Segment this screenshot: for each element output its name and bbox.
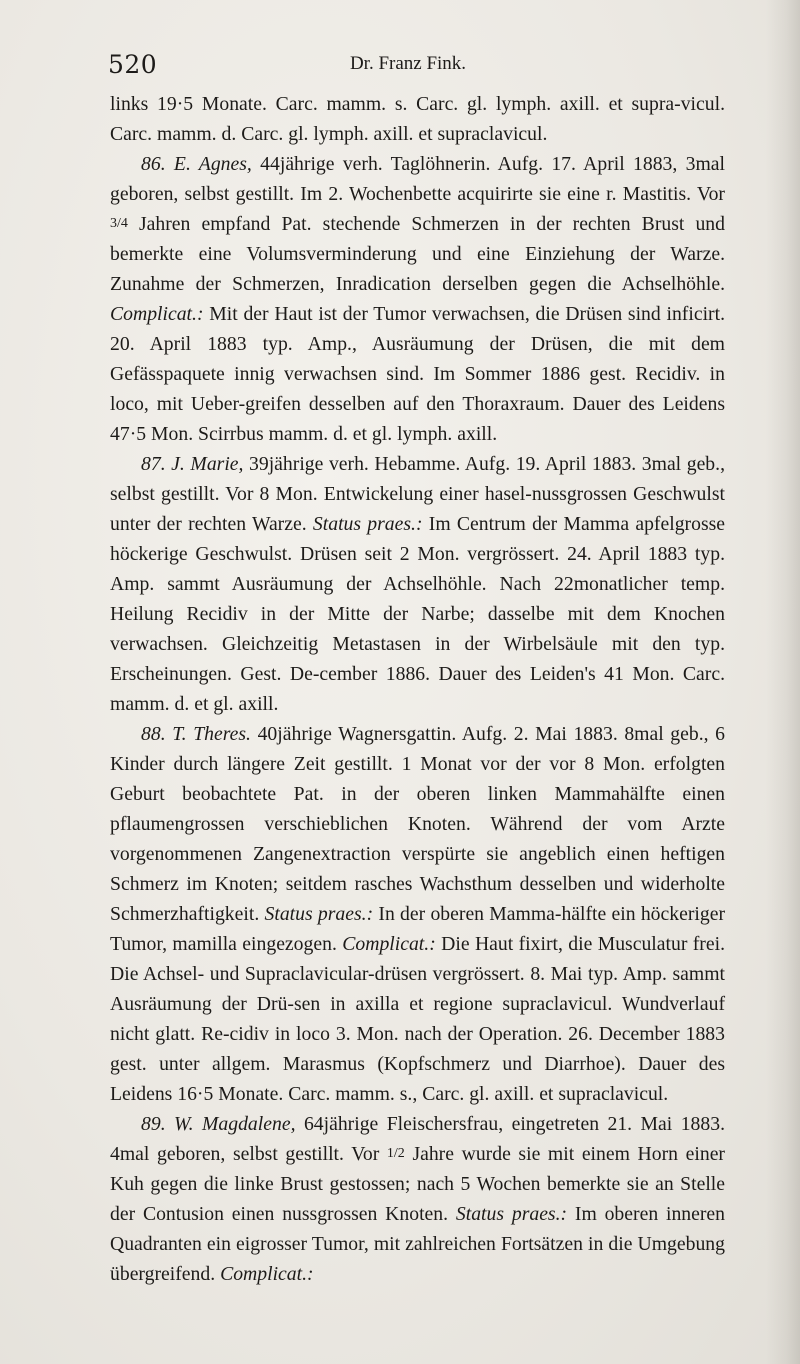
case-89-paragraph [110,1109,725,1289]
fraction: 1/2 [386,1146,405,1161]
text-run: 44jährige verh. Taglöhnerin. Aufg. 17. April 1883, 3mal geboren, selbst gestillt. Im 2. Wochenbette acquirirte sie eine r. Mastitis. Vor [110,153,725,205]
case-86-paragraph [110,149,725,449]
running-head: Dr. Franz Fink. [349,53,467,74]
text-run: Mit der Haut ist der Tumor verwachsen, die Drüsen sind inficirt. 20. April 1883 typ. Amp., Ausräumung der Drüsen, die mit dem Gefässpaquete innig verwachsen sind. Im Sommer 1886 gest. Recidiv. in loco, mit Ueber-greifen desselben auf den Thoraxraum. Dauer des Leidens 47·5 Mon. Scirrbus mamm. d. et gl. lymph. axill. [110,303,725,445]
italic-term: 87. J. Marie, [141,453,244,475]
text-run: Jahren empfand Pat. stechende Schmerzen in der rechten Brust und bemerkte eine Volumsverminderung und eine Einziehung der Warze. Zunahme der Schmerzen, Inradication derselben gegen die Achselhöhle. [110,213,725,295]
case-88-paragraph [110,719,725,1109]
italic-term: Status praes.: [312,513,423,535]
italic-term: Status praes.: [264,903,374,925]
page-edge-shadow [766,0,800,1364]
paragraph-continuation [110,89,725,149]
page-header [108,50,708,80]
text-run: 64jährige Fleischersfrau, eingetreten 21. Mai 1883. 4mal geboren, selbst gestillt. Vor [110,1113,725,1165]
text-run: In der oberen Mamma-hälfte ein höckeriger Tumor, mamilla eingezogen. [110,903,726,955]
italic-term: Complicat.: [220,1263,314,1285]
text-run: Jahre wurde sie mit einem Horn einer Kuh gegen die linke Brust gestossen; nach 5 Wochen bemerkte sie an Stelle der Contusion einen nussgrossen Knoten. [110,1143,725,1225]
text-run: 40jährige Wagnersgattin. Aufg. 2. Mai 1883. 8mal geb., 6 Kinder durch längere Zeit gestillt. 1 Monat vor der vor 8 Mon. erfolgten Geburt beobachtete Pat. in der oberen linken Mammahälfte einen pflaumengrossen verschieblichen Knoten. Während der vom Arzte vorgenommenen Zangenextraction verspürte sie angeblich einen heftigen Schmerz im Knoten; seitdem rasches Wachsthum desselben und widerholte Schmerzhaftigkeit. [110,723,725,925]
case-87-paragraph [110,449,725,719]
italic-term: 86. E. Agnes, [141,153,252,175]
italic-term: Status praes.: [455,1203,568,1225]
text-run: Die Haut fixirt, die Musculatur frei. Die Achsel- und Supraclavicular-drüsen vergrössert. 8. Mai typ. Amp. sammt Ausräumung der Drü-sen in axilla et regione supraclavicul. Wundverlauf nicht glatt. Re-cidiv in loco 3. Mon. nach der Operation. 26. December 1883 gest. unter allgem. Marasmus (Kopfschmerz und Diarrhoe). Dauer des Leidens 16·5 Monate. Carc. mamm. s., Carc. gl. axill. et supraclavicul. [110,933,725,1105]
body-text [110,89,725,1289]
text-run: Im Centrum der Mamma apfelgrosse höckerige Geschwulst. Drüsen seit 2 Mon. vergrössert. 24. April 1883 typ. Amp. sammt Ausräumung der Achselhöhle. Nach 22monatlicher temp. Heilung Recidiv in der Mitte der Narbe; dasselbe mit dem Knochen verwachsen. Gleichzeitig Metastasen in der Wirbelsäule mit den typ. Erscheinungen. Gest. De-cember 1886. Dauer des Leiden's 41 Mon. Carc. mamm. d. et gl. axill. [110,513,726,715]
page-number: 520 [108,50,158,79]
text-run: 39jährige verh. Hebamme. Aufg. 19. April 1883. 3mal geb., selbst gestillt. Vor 8 Mon. Entwickelung einer hasel-nussgrossen Geschwulst unter der rechten Warze. [110,453,725,535]
italic-term: 88. T. Theres. [141,723,251,745]
text-run: links 19·5 Monate. Carc. mamm. s. Carc. gl. lymph. axill. et supra-vicul. Carc. mamm. d. Carc. gl. lymph. axill. et supraclavicul. [110,93,725,145]
text-run: Im oberen inneren Quadranten ein eigrosser Tumor, mit zahlreichen Fortsätzen in die Umgebung übergreifend. [110,1203,726,1285]
italic-term: 89. W. Magdalene, [141,1113,296,1135]
fraction: 3/4 [110,216,128,231]
italic-term: Complicat.: [110,303,204,325]
italic-term: Complicat.: [342,933,436,955]
